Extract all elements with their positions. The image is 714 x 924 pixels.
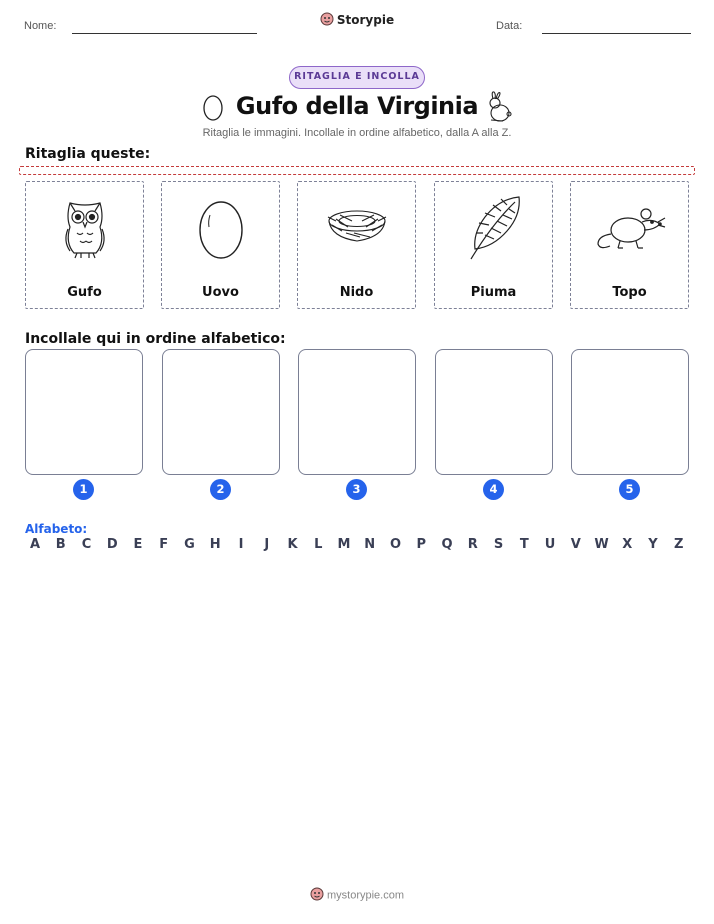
alphabet-letter: E xyxy=(133,537,143,552)
card-label: Nido xyxy=(339,285,374,300)
owl-icon xyxy=(26,188,143,268)
alphabet-letter: W xyxy=(594,537,609,552)
alphabet-letter: N xyxy=(364,537,376,552)
alphabet-letter: G xyxy=(184,537,195,552)
alphabet-letter: C xyxy=(81,537,92,552)
name-label: Nome: xyxy=(24,20,57,32)
cut-card-gufo[interactable] xyxy=(25,181,144,309)
paste-slot-1[interactable] xyxy=(25,349,143,475)
alphabet-letter: I xyxy=(238,537,244,552)
alphabet-letter: S xyxy=(493,537,504,552)
feather-icon xyxy=(435,188,552,268)
slot-number-2: 2 xyxy=(210,479,231,500)
cut-card-nido[interactable] xyxy=(297,181,416,309)
alphabet-letter: Z xyxy=(674,537,684,552)
alphabet-letter: J xyxy=(264,537,270,552)
cut-card-topo[interactable] xyxy=(570,181,689,309)
card-label: Gufo xyxy=(67,285,102,300)
alphabet-heading: Alfabeto: xyxy=(25,522,88,536)
alphabet-letter: V xyxy=(570,537,581,552)
brand-logo xyxy=(0,12,714,29)
alphabet-letter: P xyxy=(416,537,427,552)
mouse-icon xyxy=(571,188,688,268)
card-label: Uovo xyxy=(202,285,239,300)
nest-icon xyxy=(298,188,415,268)
cut-heading: Ritaglia queste: xyxy=(25,146,151,162)
paste-slot-4[interactable] xyxy=(435,349,553,475)
date-label: Data: xyxy=(496,20,523,32)
date-line xyxy=(542,33,691,34)
cut-line xyxy=(19,166,695,175)
storypie-mascot-icon xyxy=(310,887,324,904)
slot-number-3: 3 xyxy=(346,479,367,500)
slot-number-4: 4 xyxy=(483,479,504,500)
alphabet-row xyxy=(25,537,689,552)
instructions: Ritaglia le immagini. Incollale in ordine alfabetico, dalla A alla Z. xyxy=(202,127,512,139)
alphabet-letter: A xyxy=(29,537,41,552)
alphabet-letter: Y xyxy=(648,537,658,552)
page-title: Gufo della Virginia xyxy=(235,92,479,120)
alphabet-letter: U xyxy=(544,537,556,552)
alphabet-letter: R xyxy=(467,537,478,552)
alphabet-letter: M xyxy=(337,537,351,552)
rabbit-icon xyxy=(483,90,513,128)
storypie-mascot-icon xyxy=(320,12,334,29)
alphabet-letter: L xyxy=(314,537,323,552)
paste-slot-3[interactable] xyxy=(298,349,416,475)
alphabet-letter: X xyxy=(622,537,633,552)
alphabet-letter: D xyxy=(106,537,118,552)
card-label: Topo xyxy=(612,285,647,300)
footer-url[interactable]: mystorypie.com xyxy=(326,889,405,902)
alphabet-letter: B xyxy=(55,537,66,552)
cut-card-uovo[interactable] xyxy=(161,181,280,309)
alphabet-letter: H xyxy=(209,537,221,552)
alphabet-letter: K xyxy=(287,537,298,552)
alphabet-letter: Q xyxy=(441,537,453,552)
slot-number-1: 1 xyxy=(73,479,94,500)
alphabet-letter: F xyxy=(159,537,169,552)
activity-badge: RITAGLIA E INCOLLA xyxy=(289,66,425,89)
alphabet-letter: O xyxy=(389,537,402,552)
paste-heading: Incollale qui in ordine alfabetico: xyxy=(25,331,286,347)
paste-slot-2[interactable] xyxy=(162,349,280,475)
paste-slot-5[interactable] xyxy=(571,349,689,475)
alphabet-letter: T xyxy=(519,537,529,552)
brand-name: Storypie xyxy=(336,13,395,27)
name-line xyxy=(72,33,257,34)
slot-number-5: 5 xyxy=(619,479,640,500)
footer xyxy=(0,887,714,904)
card-label: Piuma xyxy=(470,285,517,300)
cut-card-piuma[interactable] xyxy=(434,181,553,309)
egg-icon xyxy=(162,188,279,268)
